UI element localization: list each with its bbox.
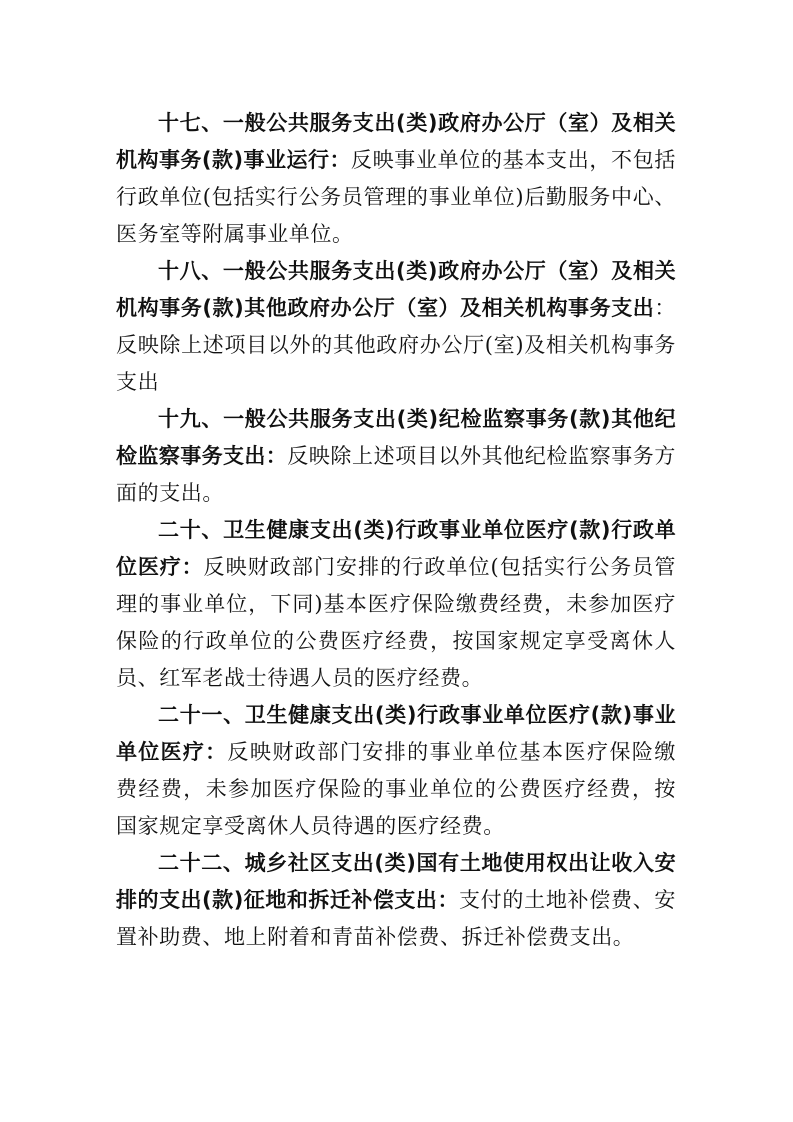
paragraph-18: [116, 253, 676, 401]
paragraph-22-body: 支付的土地补偿费、安置补助费、地上附着和青苗补偿费、拆迁补偿费支出。: [116, 888, 677, 949]
paragraph-17-heading: 十七、一般公共服务支出(类)政府办公厅（室）及相关机构事务(款)事业运行：: [116, 111, 676, 172]
paragraph-20-heading: 二十、卫生健康支出(类)行政事业单位医疗(款)行政单位医疗：: [116, 518, 676, 579]
paragraph-17-body: 反映事业单位的基本支出，不包括行政单位(包括实行公务员管理的事业单位)后勤服务中心、医务室等附属事业单位。: [116, 148, 676, 246]
document-body: [116, 105, 676, 956]
paragraph-22: [116, 845, 676, 956]
paragraph-21-heading: 二十一、卫生健康支出(类)行政事业单位医疗(款)事业单位医疗：: [116, 703, 676, 764]
paragraph-20-body: 反映财政部门安排的行政单位(包括实行公务员管理的事业单位，下同)基本医疗保险缴费经费，未参加医疗保险的行政单位的公费医疗经费，按国家规定享受离休人员、红军老战士待遇人员的医疗经费。: [116, 555, 676, 690]
paragraph-19: [116, 401, 676, 512]
paragraph-19-heading: 十九、一般公共服务支出(类)纪检监察事务(款)其他纪检监察事务支出：: [116, 407, 676, 468]
paragraph-21: [116, 697, 676, 845]
paragraph-20: [116, 512, 676, 697]
paragraph-18-body: ：反映除上述项目以外的其他政府办公厅(室)及相关机构事务支出: [116, 296, 676, 394]
paragraph-21-body: 反映财政部门安排的事业单位基本医疗保险缴费经费，未参加医疗保险的事业单位的公费医疗经费，按国家规定享受离休人员待遇的医疗经费。: [116, 740, 676, 838]
paragraph-19-body: 反映除上述项目以外其他纪检监察事务方面的支出。: [116, 444, 677, 505]
paragraph-17: [116, 105, 676, 253]
paragraph-18-heading: 十八、一般公共服务支出(类)政府办公厅（室）及相关机构事务(款)其他政府办公厅（室）及相关机构事务支出: [116, 259, 676, 320]
paragraph-22-heading: 二十二、城乡社区支出(类)国有土地使用权出让收入安排的支出(款)征地和拆迁补偿支出：: [116, 851, 676, 912]
